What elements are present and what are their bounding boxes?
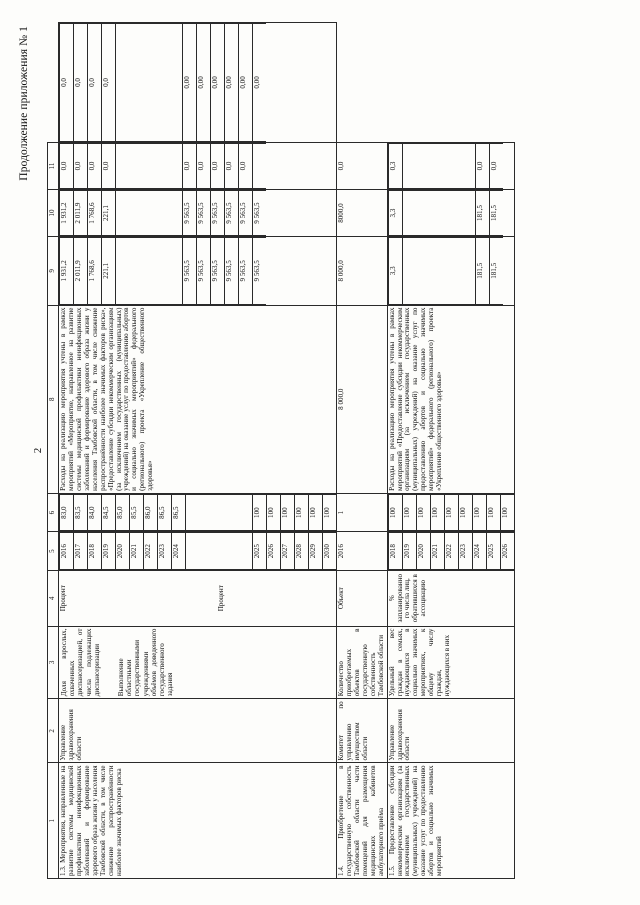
fin-spacer <box>115 191 182 236</box>
value-cell: 100 <box>252 494 266 531</box>
unit-1: Процент <box>58 585 67 612</box>
year-cell: 2018 <box>388 533 402 570</box>
fin-cell: 1 931,2 <box>59 238 73 304</box>
fin-cell: 0,0 <box>73 24 87 142</box>
measure-year: 2016 <box>336 532 387 571</box>
fin-cell: 9 563,5 <box>252 238 266 304</box>
fin-cell: 9 563,5 <box>210 238 224 304</box>
fin-cell: 3,3 <box>388 191 402 236</box>
fin-cell: 0,0 <box>238 143 252 188</box>
colnum-10: 10 <box>48 190 59 237</box>
measure-years <box>387 532 514 571</box>
value-cell: 85,5 <box>129 494 143 531</box>
year-cell: 2024 <box>472 533 486 570</box>
fin-cell: 181,5 <box>475 191 489 236</box>
year-cell: 2029 <box>308 533 322 570</box>
year-cell: 2020 <box>115 533 129 570</box>
main-table <box>47 22 515 879</box>
finance-col10-list <box>388 143 503 189</box>
value-cell: 83,0 <box>59 494 73 531</box>
fin-cell: 9 563,5 <box>224 191 238 236</box>
measure-name: 1.5. Предоставление субсидии некоммерческим организациям (за исключением государственных (муниципальных) учреждений) на оказание услуг по предоставлению абортов и социально значимых мероприятий <box>387 763 514 879</box>
indicator-2: Выполнение областными государственными учреждениями объёмов доведенного государственного задания <box>117 628 175 697</box>
unit-2: Процент <box>216 585 225 612</box>
year-spacer <box>185 533 252 570</box>
fin-cell: 9 563,5 <box>224 238 238 304</box>
value-cell: 100 <box>472 494 486 531</box>
year-cell: 2019 <box>101 533 115 570</box>
year-cell: 2026 <box>500 533 514 570</box>
column-number-row <box>48 23 59 879</box>
value-cell: 100 <box>308 494 322 531</box>
fin-cell: 221,1 <box>101 238 115 304</box>
fin-spacer <box>402 143 475 188</box>
year-cell: 2018 <box>87 533 101 570</box>
fin-cell: 181,5 <box>489 191 503 236</box>
fin-cell: 9 563,5 <box>238 191 252 236</box>
value-cell: 100 <box>500 494 514 531</box>
fin-cell: 0,00 <box>196 24 210 142</box>
value-cell: 100 <box>458 494 472 531</box>
fin-spacer <box>402 191 475 236</box>
finance-col9 <box>387 190 514 237</box>
fin-cell: 2 011,9 <box>73 191 87 236</box>
fin-cell: 0,00 <box>224 24 238 142</box>
year-cell: 2020 <box>416 533 430 570</box>
fin-cell: 0,00 <box>238 24 252 142</box>
value-cell: 100 <box>486 494 500 531</box>
measure-note: 8 000,0 <box>336 305 387 493</box>
measure-indicator: Количество приобретаемых объектов в государственную собственность Тамбовской области <box>336 626 387 699</box>
colnum-8: 8 <box>48 305 59 493</box>
finance-col10 <box>58 142 336 189</box>
colnum-2: 2 <box>48 699 59 763</box>
finance-col8-list <box>388 237 503 304</box>
year-cell: 2023 <box>458 533 472 570</box>
measure-executor: Управление здравоохранения области <box>387 699 514 763</box>
fin-cell: 0,0 <box>224 143 238 188</box>
colnum-11: 11 <box>48 142 59 189</box>
value-cell: 100 <box>294 494 308 531</box>
year-cell: 2027 <box>280 533 294 570</box>
value-cell: 83,5 <box>73 494 87 531</box>
fin-cell: 9 563,5 <box>210 191 224 236</box>
fin-cell: 0,00 <box>210 24 224 142</box>
year-cell: 2016 <box>59 533 73 570</box>
measure-note: Расходы на реализацию мероприятия учтены в рамках мероприятий «Мероприятие, направленное на развитие системы медицинской профилактики неинфекционных заболеваний и формирование здорового образа жизни у населения Тамбовской области, в том числе снижение распространённости наиболее значимых факторов риска», «Предоставление субсидии некоммерческим организациям (за исключением государственных (муниципальных) учреждений) на оказание услуг по предоставлению абортов и социально значимых мероприятий» федерального (регионального) проекта «Укрепление общественного здоровья» <box>58 305 336 493</box>
colnum-5: 5 <box>48 532 59 571</box>
value-cell: 100 <box>402 494 416 531</box>
finance-col9: 8000,0 <box>336 190 387 237</box>
year-cell: 2022 <box>143 533 157 570</box>
measure-indicators <box>58 626 336 699</box>
values-list <box>59 494 336 532</box>
table-row <box>336 23 387 879</box>
year-cell: 2023 <box>157 533 171 570</box>
indicator-1: Доля взрослых, охваченных диспансеризацией, от числа подлежащих диспансеризации <box>59 628 101 697</box>
colnum-4: 4 <box>48 570 59 626</box>
value-cell: 86,0 <box>143 494 157 531</box>
year-cell: 2019 <box>402 533 416 570</box>
table-row <box>58 23 336 879</box>
value-cell: 100 <box>444 494 458 531</box>
fin-cell: 0,0 <box>210 143 224 188</box>
fin-cell: 0,0 <box>182 143 196 188</box>
fin-cell: 181,5 <box>475 238 489 304</box>
measure-executor: Комитет по управлению имуществом области <box>336 699 387 763</box>
year-cell: 2028 <box>294 533 308 570</box>
finance-col8-list <box>59 237 266 304</box>
continuation-header: Продолжение приложения № 1 <box>18 26 30 181</box>
value-cell: 86,5 <box>157 494 171 531</box>
fin-cell: 9 563,5 <box>252 191 266 236</box>
fin-cell: 221,1 <box>101 191 115 236</box>
year-cell: 2022 <box>444 533 458 570</box>
fin-cell: 0,3 <box>388 143 402 188</box>
finance-col9-list <box>59 190 266 236</box>
values-list <box>388 494 514 532</box>
year-cell: 2021 <box>430 533 444 570</box>
fin-cell: 0,00 <box>252 24 266 142</box>
finance-col8: 8 000,0 <box>336 237 387 305</box>
finance-col8 <box>58 237 336 305</box>
finance-col9 <box>58 190 336 237</box>
year-cell: 2026 <box>266 533 280 570</box>
finance-col9-list <box>388 190 503 236</box>
measure-indicator: Удельный вес граждан в семьях, нуждающихся в социально значимых мероприятиях, к общему числу граждан, нуждающихся в них <box>387 626 514 699</box>
fin-cell: 2 011,9 <box>73 238 87 304</box>
colnum-3: 3 <box>48 626 59 699</box>
measure-name: 1.3. Мероприятия, направленные на развитие системы медицинской профилактики неинфекционных заболеваний и формирование здорового образа жизни у населения Тамбовской области, в том числе снижение распространённости наиболее значимых факторов риска <box>58 763 336 879</box>
colnum-9: 9 <box>48 237 59 305</box>
year-cell: 2025 <box>252 533 266 570</box>
measure-name: 1.4. Приобретение в государственную собственность Тамбовской области части помещений для размещения медицинских кабинетов амбулаторного приёма <box>336 763 387 879</box>
finance-col11-list <box>59 23 266 142</box>
fin-cell: 1 768,6 <box>87 238 101 304</box>
year-cell: 2024 <box>171 533 185 570</box>
fin-cell: 0,0 <box>73 143 87 188</box>
page-number: 2 <box>32 447 44 454</box>
measure-units <box>58 570 336 626</box>
fin-cell: 0,0 <box>489 143 503 188</box>
value-cell: 100 <box>430 494 444 531</box>
fin-cell: 9 563,5 <box>238 238 252 304</box>
finance-col10: 0,0 <box>336 142 387 189</box>
fin-cell <box>252 143 266 188</box>
finance-col11 <box>58 23 336 143</box>
measure-note: Расходы на реализацию мероприятия учтены в рамках мероприятий «Предоставление субсидии некоммерческим организациям (за исключением государственных (муниципальных) учреждений) на оказание услуг по предоставлению абортов и социально значимых мероприятий» федерального (регионального) проекта «Укрепление общественного здоровья» <box>387 305 514 493</box>
fin-cell: 9 563,5 <box>196 191 210 236</box>
measure-values <box>58 493 336 532</box>
table-row <box>387 23 514 879</box>
value-cell: 100 <box>416 494 430 531</box>
fin-cell: 0,00 <box>182 24 196 142</box>
fin-spacer <box>115 238 182 304</box>
finance-col10 <box>387 142 514 189</box>
fin-cell: 9 563,5 <box>182 191 196 236</box>
fin-cell: 181,5 <box>489 238 503 304</box>
year-cell: 2021 <box>129 533 143 570</box>
measure-executor: Управление здравоохранения области <box>58 699 336 763</box>
fin-cell: 0,0 <box>101 24 115 142</box>
value-cell: 100 <box>280 494 294 531</box>
value-cell: 100 <box>388 494 402 531</box>
fin-cell: 1 931,2 <box>59 191 73 236</box>
value-cell: 100 <box>322 494 336 531</box>
measure-unit: % запланированного числа лиц, обратившихся в ассоциацию <box>387 570 514 626</box>
colnum-6: 6 <box>48 493 59 532</box>
fin-cell: 9 563,5 <box>196 238 210 304</box>
fin-spacer <box>115 24 182 142</box>
value-cell: 100 <box>266 494 280 531</box>
fin-cell: 0,0 <box>87 143 101 188</box>
measure-values <box>387 493 514 532</box>
fin-cell: 0,0 <box>87 24 101 142</box>
year-cell: 2017 <box>73 533 87 570</box>
fin-cell: 0,0 <box>196 143 210 188</box>
fin-spacer <box>115 143 182 188</box>
measure-years <box>58 532 336 571</box>
fin-cell: 3,3 <box>388 238 402 304</box>
fin-cell: 0,0 <box>101 143 115 188</box>
years-list <box>59 532 336 570</box>
fin-cell: 0,0 <box>59 24 73 142</box>
year-cell: 2030 <box>322 533 336 570</box>
value-cell: 85,0 <box>115 494 129 531</box>
fin-cell: 9 563,5 <box>182 238 196 304</box>
measure-value: 1 <box>336 493 387 532</box>
fin-cell: 1 768,6 <box>87 191 101 236</box>
year-cell: 2025 <box>486 533 500 570</box>
fin-spacer <box>402 238 475 304</box>
colnum-1: 1 <box>48 763 59 879</box>
value-spacer <box>185 494 252 531</box>
finance-col10-list <box>59 143 266 189</box>
measure-unit: Объект <box>336 570 387 626</box>
fin-cell: 0,0 <box>59 143 73 188</box>
value-cell: 84,0 <box>87 494 101 531</box>
value-cell: 86,5 <box>171 494 185 531</box>
finance-col8 <box>387 237 514 305</box>
fin-cell: 0,0 <box>475 143 489 188</box>
years-list <box>388 532 514 570</box>
value-cell: 84,5 <box>101 494 115 531</box>
